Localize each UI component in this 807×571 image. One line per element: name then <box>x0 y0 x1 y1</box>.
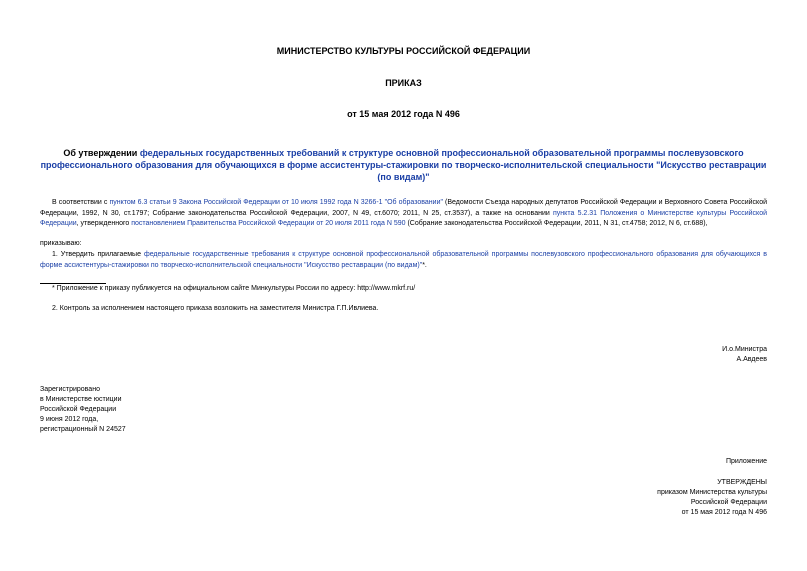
title-link[interactable]: федеральных государственных требований к структуре основной профессиональной образовательной программы послевузовского профессионального образования для обучающихся в форме ассистентуры-стажировки по творческо-исполнительской специальности "Искусство реставрации (по видам)" <box>40 148 767 182</box>
registration-line-3: Российской Федерации <box>40 406 117 413</box>
doc-type-heading: ПРИКАЗ <box>385 78 422 88</box>
signature-block <box>722 345 767 365</box>
preamble-paragraph <box>40 198 767 230</box>
government-decree-link[interactable]: постановлением Правительства Российской Федерации от 20 июля 2011 года N 590 <box>131 220 406 227</box>
signature-name: А.Авдеев <box>736 356 767 363</box>
item-2-paragraph: 2. Контроль за исполнением настоящего приказа возложить на заместителя Министра Г.П.Ивлиева. <box>52 305 379 312</box>
footnote: * Приложение к приказу публикуется на официальном сайте Минкультуры России по адресу: http://www.mkrf.ru/ <box>52 285 416 292</box>
signature-position: И.о.Министра <box>722 346 767 353</box>
title-prefix: Об утверждении <box>63 148 140 158</box>
order-word: приказываю: <box>40 240 82 247</box>
preamble-text-3: , утвержденного <box>76 220 132 227</box>
preamble-text-1: В соответствии с <box>52 199 110 206</box>
approval-line-1: УТВЕРЖДЕНЫ <box>717 479 767 486</box>
registration-line-1: Зарегистрировано <box>40 386 100 393</box>
document-title <box>40 147 767 183</box>
item-1-text-2: *. <box>422 261 427 269</box>
item-1-text-1: 1. Утвердить прилагаемые <box>52 251 144 258</box>
law-link[interactable]: пунктом 6.3 статьи 9 Закона Российской Федерации от 10 июля 1992 года N 3266-1 "Об образовании" <box>109 199 443 206</box>
preamble-text-4: (Собрание законодательства Российской Федерации, 2011, N 31, ст.4758; 2012, N 6, ст.688), <box>405 220 708 227</box>
doc-date-number: от 15 мая 2012 года N 496 <box>347 109 460 119</box>
registration-line-2: в Министерстве юстиции <box>40 396 122 403</box>
approval-line-2: приказом Министерства культуры <box>657 489 767 496</box>
requirements-link[interactable]: федеральные государственные требования к структуре основной профессиональной образовательной программы послевузовского профессионального образования для обучающихся в форме ассистентуры-стажировки по творческо-исполнительской специальности "Искусство реставрации (по видам)" <box>40 251 767 269</box>
item-1-paragraph <box>40 250 767 271</box>
approval-line-3: Российской Федерации <box>690 499 767 506</box>
appendix-label: Приложение <box>725 458 767 465</box>
preamble-text-2: (Ведомости Съезда народных депутатов Российской Федерации и Верховного Совета Российской Федерации, 1992, N 30, ст.1797; Собрание законодательства Российской Федерации, 2007, N 49, ст.6070; 2011, N 25, ст.3537), а также на основании <box>40 199 768 217</box>
registration-line-5: регистрационный N 24527 <box>40 426 126 433</box>
approval-line-4: от 15 мая 2012 года N 496 <box>681 509 767 516</box>
regulation-link[interactable]: пункта 5.2.31 Положения о Министерстве культуры Российской Федерации <box>40 209 767 227</box>
registration-line-4: 9 июня 2012 года, <box>40 416 99 423</box>
approval-block <box>657 478 767 518</box>
ministry-heading: МИНИСТЕРСТВО КУЛЬТУРЫ РОССИЙСКОЙ ФЕДЕРАЦИИ <box>276 46 531 56</box>
registration-block <box>40 385 126 435</box>
